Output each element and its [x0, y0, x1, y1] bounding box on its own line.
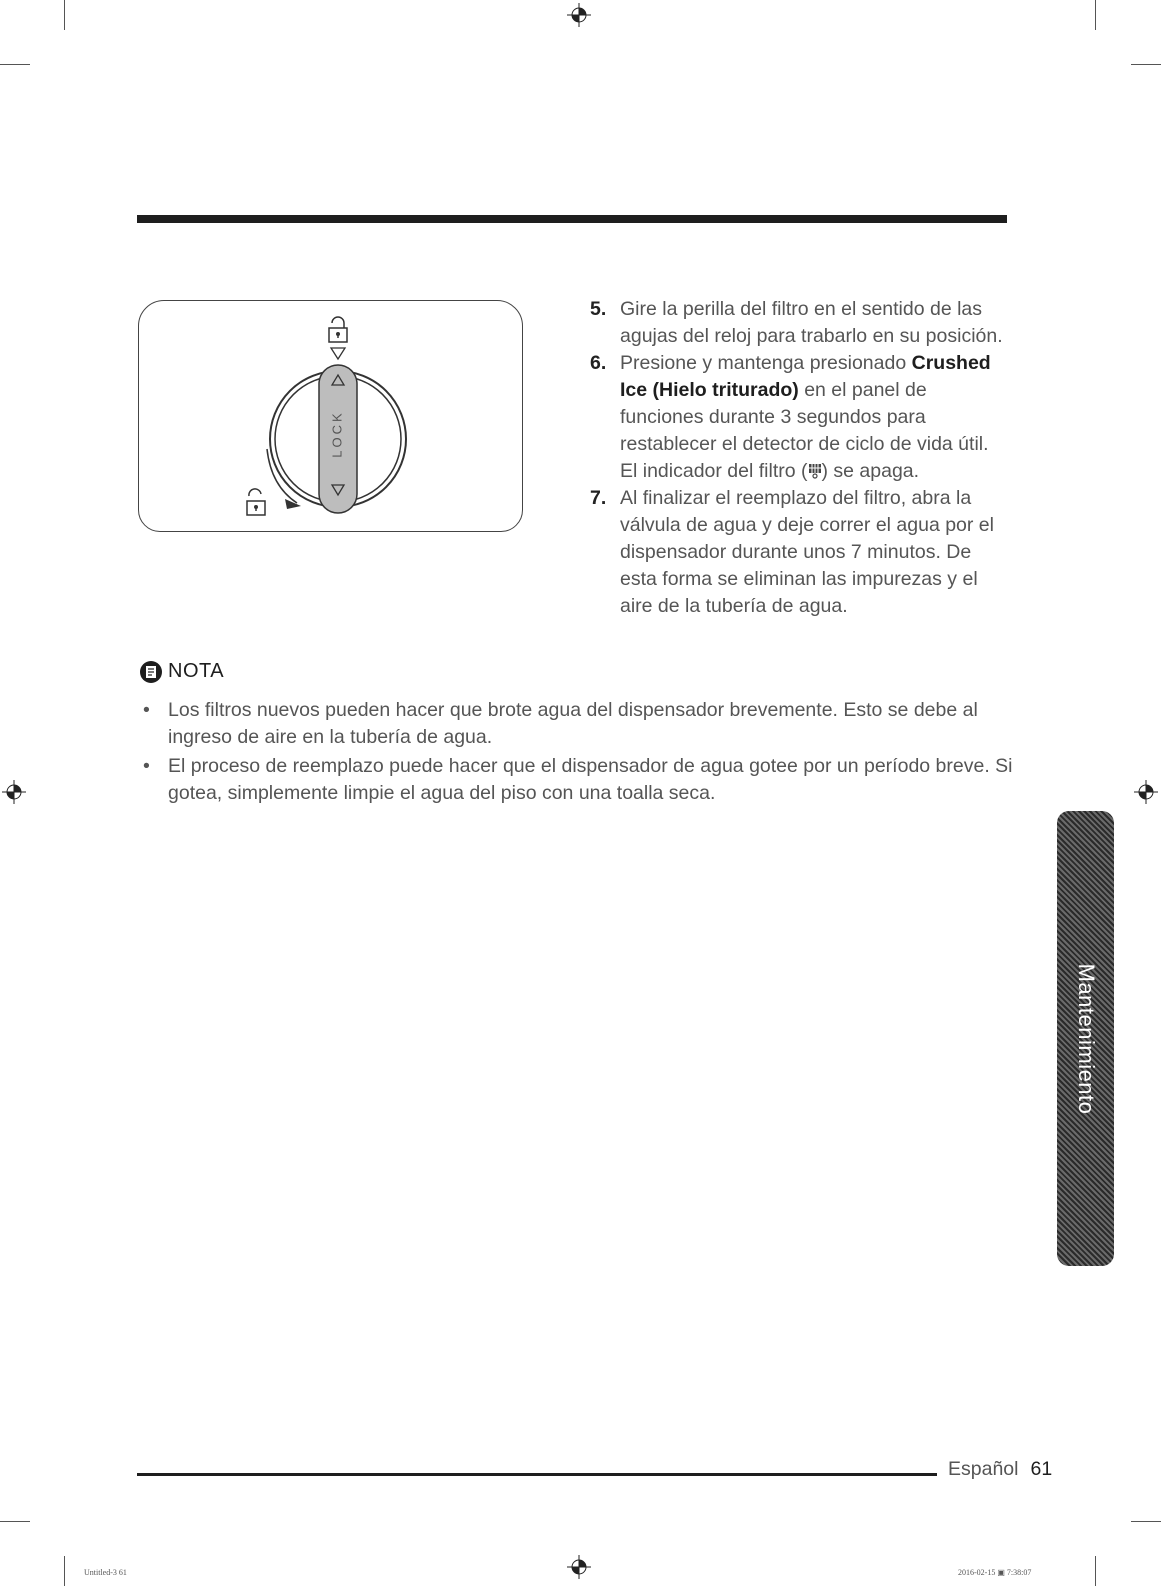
crop-mark [0, 1521, 30, 1522]
step-text: Al finalizar el reemplazo del filtro, abra la válvula de agua y deje correr el agua por el dispensador durante unos 7 minutos. De esta forma se eliminan las impurezas y el aire de la tubería de agua. [620, 487, 994, 617]
crop-mark [1131, 64, 1161, 65]
crop-mark [1095, 0, 1096, 30]
note-item: • Los filtros nuevos pueden hacer que brote agua del dispensador brevemente. Esto se debe al ingreso de aire en la tubería de agua. [140, 697, 1020, 751]
note-list [140, 697, 1020, 809]
footer-rule [137, 1473, 937, 1476]
step-item [590, 296, 1010, 350]
note-item: • El proceso de reemplazo puede hacer que el dispensador de agua gotee por un período breve. Si gotea, simplemente limpie el agua del piso con una toalla seca. [140, 753, 1020, 807]
knob-lock-label: LOCK [329, 410, 345, 458]
crop-mark [1131, 1521, 1161, 1522]
note-icon [140, 661, 162, 683]
page-footer [948, 1458, 1052, 1481]
registration-mark-icon [567, 1555, 591, 1579]
crop-mark [64, 1556, 65, 1586]
crop-mark [0, 64, 30, 65]
step-text: Presione y mantenga presionado Crushed Ice (Hielo triturado) en el panel de funciones durante 3 segundos para restablecer el detector de ciclo de vida útil. El indicador del filtro ( ) se apaga. [620, 352, 991, 482]
page-number: 61 [1030, 1458, 1053, 1480]
crop-mark [64, 0, 65, 30]
chapter-label: Mantenimiento [1073, 963, 1099, 1114]
step-text: Gire la perilla del filtro en el sentido de las agujas del reloj para trabarlo en su posición. [620, 298, 1003, 347]
registration-mark-icon [567, 3, 591, 27]
step-list [590, 296, 1010, 620]
step-item [590, 350, 1010, 485]
button-name: Crushed Ice (Hielo triturado) [620, 352, 991, 401]
print-slug-right: 2016-02-15 ▣ 7:38:07 [958, 1568, 1032, 1577]
unlock-icon [247, 489, 265, 515]
chapter-side-tab [1057, 811, 1114, 1266]
filter-indicator-icon [808, 463, 822, 479]
step-number: 5. [590, 298, 607, 320]
note-title: NOTA [168, 660, 225, 682]
step-number: 7. [590, 487, 607, 509]
section-rule [137, 215, 1007, 223]
step-number: 6. [590, 352, 607, 374]
lock-arrow-icon [331, 348, 345, 359]
crop-mark [1095, 1556, 1096, 1586]
filter-knob-illustration [138, 300, 523, 532]
registration-mark-icon [1134, 780, 1158, 804]
note-heading [140, 660, 224, 683]
registration-mark-icon [2, 780, 26, 804]
footer-language: Español [948, 1458, 1019, 1480]
step-item [590, 485, 1010, 620]
lock-icon [329, 317, 347, 342]
print-slug-left: Untitled-3 61 [84, 1568, 127, 1577]
